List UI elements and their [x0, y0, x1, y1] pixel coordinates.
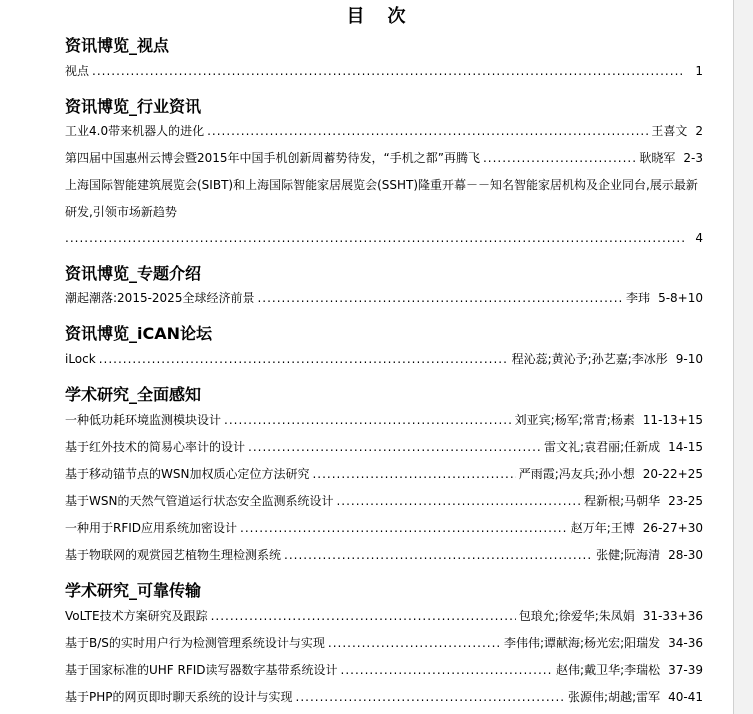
entry-authors: 程新根;马朝华 — [584, 494, 661, 508]
entry-title: iLock — [65, 352, 96, 366]
toc-entry[interactable] — [65, 465, 703, 483]
entry-pages: 11-13+15 — [642, 413, 703, 427]
entry-authors: 赵伟;戴卫华;李瑞松 — [556, 663, 661, 677]
entry-authors: 李玮 — [626, 291, 651, 305]
entry-title: 基于B/S的实时用户行为检测管理系统设计与实现 — [65, 636, 325, 650]
entry-pages: 2 — [695, 124, 703, 138]
entry-title: 第四届中国惠州云博会暨2015年中国手机创新周蓄势待发，“手机之都”再腾飞 — [65, 151, 480, 165]
entry-pages: 20-22+25 — [642, 467, 703, 481]
toc-entry[interactable] — [65, 229, 703, 247]
entry-pages: 23-25 — [668, 494, 703, 508]
toc-entry[interactable] — [65, 62, 703, 80]
entry-title: VoLTE技术方案研究及跟踪 — [65, 609, 208, 623]
toc-entry[interactable] — [65, 634, 703, 652]
entry-title: 工业4.0带来机器人的进化 — [65, 124, 205, 138]
toc-entry[interactable] — [65, 122, 703, 140]
toc-entry[interactable] — [65, 607, 703, 625]
entry-pages: 31-33+36 — [642, 609, 703, 623]
toc-entry[interactable] — [65, 149, 703, 167]
toc-title-char-1: 目 — [346, 6, 366, 27]
dot-leader — [336, 492, 581, 510]
entry-pages: 37-39 — [668, 663, 703, 677]
entry-title: 视点 — [65, 64, 90, 78]
entry-pages: 4 — [695, 231, 703, 245]
section-heading: 学术研究_全面感知 — [65, 385, 202, 404]
dot-leader — [284, 546, 593, 564]
entry-pages: 28-30 — [668, 548, 703, 562]
entry-title: 基于PHP的网页即时聊天系统的设计与实现 — [65, 690, 293, 704]
dot-leader — [328, 634, 501, 652]
section-heading: 学术研究_可靠传输 — [65, 581, 202, 600]
entry-pages: 34-36 — [668, 636, 703, 650]
entry-authors: 耿晓军 — [639, 151, 676, 165]
toc-title — [0, 2, 753, 28]
toc-entry[interactable] — [65, 688, 703, 706]
entry-pages: 2-3 — [683, 151, 703, 165]
dot-leader — [248, 438, 541, 456]
dot-leader — [341, 661, 553, 679]
entry-title: 基于WSN的天然气管道运行状态安全监测系统设计 — [65, 494, 334, 508]
entry-authors: 雷文礼;袁君丽;任新成 — [544, 440, 661, 454]
entry-pages: 40-41 — [668, 690, 703, 704]
entry-authors: 刘亚宾;杨军;常青;杨素 — [514, 413, 635, 427]
entry-title: 基于物联网的观赏园艺植物生理检测系统 — [65, 548, 282, 562]
entry-title-line-1[interactable]: 上海国际智能建筑展览会(SIBT)和上海国际智能家居展览会(SSHT)隆重开幕－－知名智能家居机构及企业同台,展示最新 — [65, 178, 698, 192]
dot-leader — [211, 607, 516, 625]
entry-title: 一种用于RFID应用系统加密设计 — [65, 521, 238, 535]
dot-leader — [99, 350, 509, 368]
entry-title-line-2[interactable]: 研发,引领市场新趋势 — [65, 205, 177, 219]
dot-leader — [296, 688, 566, 706]
entry-title: 潮起潮落:2015-2025全球经济前景 — [65, 291, 255, 305]
dot-leader — [92, 62, 684, 80]
toc-entry[interactable] — [65, 519, 703, 537]
section-heading: 资讯博览_专题介绍 — [65, 264, 202, 283]
entry-pages: 1 — [695, 64, 703, 78]
entry-pages: 26-27+30 — [642, 521, 703, 535]
dot-leader — [312, 465, 515, 483]
dot-leader — [207, 122, 648, 140]
entry-title: 基于红外技术的简易心率计的设计 — [65, 440, 246, 454]
dot-leader — [240, 519, 568, 537]
entry-authors: 张健;阮海清 — [596, 548, 661, 562]
entry-authors: 程沁蕊;黄沁予;孙艺嘉;李冰彤 — [511, 352, 668, 366]
entry-pages: 5-8+10 — [658, 291, 703, 305]
entry-authors: 包琅允;徐爱华;朱凤娟 — [518, 609, 635, 623]
viewer-gutter — [734, 0, 753, 714]
toc-entry[interactable] — [65, 350, 703, 368]
entry-authors: 王喜文 — [651, 124, 688, 138]
entry-pages: 14-15 — [668, 440, 703, 454]
section-heading: 资讯博览_iCAN论坛 — [65, 324, 213, 343]
entry-authors: 张源伟;胡越;雷军 — [568, 690, 661, 704]
entry-authors: 严雨霞;冯友兵;孙小想 — [518, 467, 635, 481]
dot-leader — [224, 411, 512, 429]
entry-title: 一种低功耗环境监测模块设计 — [65, 413, 222, 427]
toc-entry[interactable] — [65, 661, 703, 679]
dot-leader — [483, 149, 636, 167]
entry-authors: 李伟伟;谭献海;杨光宏;阳瑞发 — [503, 636, 661, 650]
toc-title-char-2: 次 — [387, 6, 407, 27]
section-heading: 资讯博览_行业资讯 — [65, 97, 202, 116]
entry-pages: 9-10 — [675, 352, 703, 366]
toc-entry[interactable] — [65, 438, 703, 456]
entry-authors: 赵万年;王博 — [570, 521, 635, 535]
dot-leader — [65, 229, 684, 247]
section-heading: 资讯博览_视点 — [65, 36, 170, 55]
dot-leader — [257, 289, 623, 307]
entry-title: 基于国家标准的UHF RFID读写器数字基带系统设计 — [65, 663, 338, 677]
toc-entry[interactable] — [65, 546, 703, 564]
toc-entry[interactable] — [65, 492, 703, 510]
toc-entry[interactable] — [65, 289, 703, 307]
toc-entry[interactable] — [65, 411, 703, 429]
entry-title: 基于移动锚节点的WSN加权质心定位方法研究 — [65, 467, 310, 481]
